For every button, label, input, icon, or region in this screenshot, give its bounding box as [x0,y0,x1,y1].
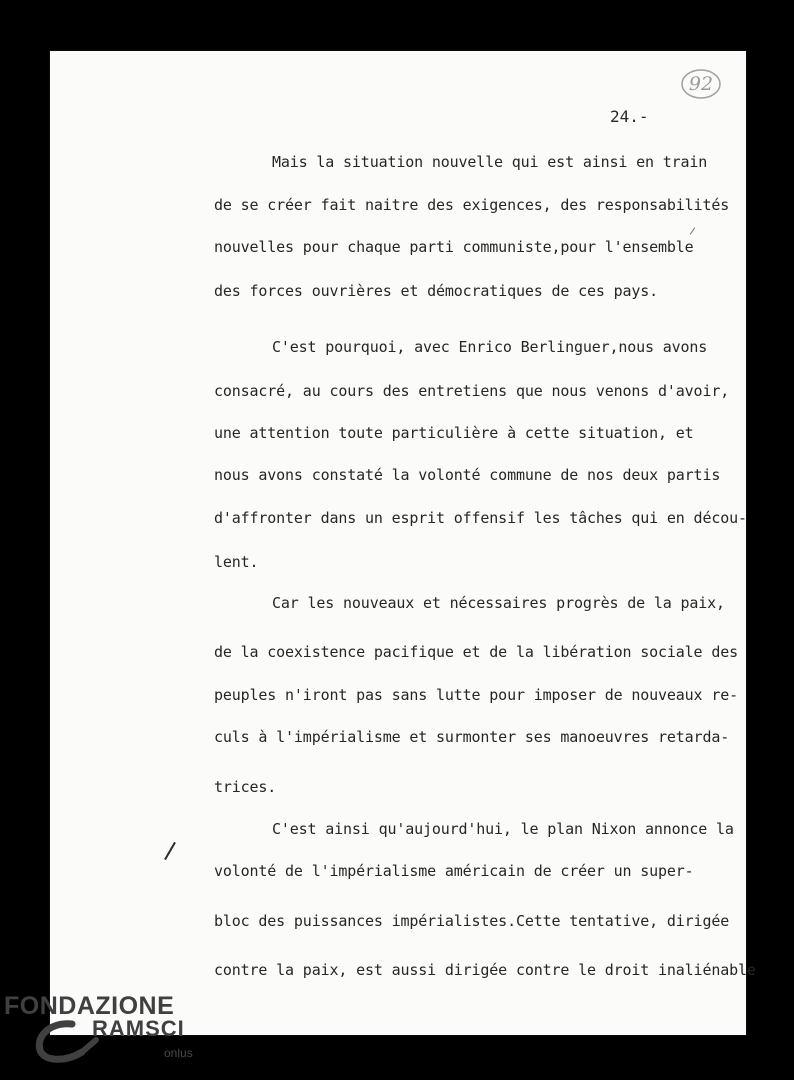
text-line: culs à l'impérialisme et surmonter ses manoeuvres retarda- [214,728,730,746]
text-line: des forces ouvrières et démocratiques de ces pays. [214,282,659,300]
foundation-watermark [4,990,204,1070]
text-line: consacré, au cours des entretiens que nous venons d'avoir, [214,382,730,400]
document-page [50,51,756,1035]
text-line: Car les nouveaux et nécessaires progrès de la paix, [272,594,725,612]
text-line: nous avons constaté la volonté commune de nos deux partis [214,466,721,484]
folio-number: 92 [688,73,714,95]
text-line: contre la paix, est aussi dirigée contre le droit inaliénable [214,961,756,979]
text-line: d'affronter dans un esprit offensif les tâches qui en décou- [214,509,747,527]
text-line: Mais la situation nouvelle qui est ainsi en train [272,153,708,171]
text-line: de la coexistence pacifique et de la libération sociale des [214,643,738,661]
text-line: lent. [214,553,259,571]
watermark-line-1: FONDAZIONE [4,992,175,1020]
text-line: de se créer fait naitre des exigences, des responsabilités [214,196,730,214]
text-line: C'est ainsi qu'aujourd'hui, le plan Nixon annonce la [272,820,734,838]
text-line: trices. [214,778,277,796]
pencil-mark [690,227,695,234]
text-line: peuples n'iront pas sans lutte pour imposer de nouveaux re- [214,686,738,704]
text-line: bloc des puissances impérialistes.Cette tentative, dirigée [214,912,730,930]
watermark-line-2: RAMSCI [92,1016,185,1041]
text-line: nouvelles pour chaque parti communiste,pour l'ensemble [214,238,694,256]
text-line: volonté de l'impérialisme américain de créer un super- [214,862,694,880]
watermark-line-3: onlus [164,1046,193,1060]
page-number: 24.- [610,107,649,126]
margin-tick-mark [164,842,176,860]
text-line: C'est pourquoi, avec Enrico Berlinguer,nous avons [272,338,708,356]
text-line: une attention toute particulière à cette situation, et [214,424,694,442]
folio-mark [678,67,724,101]
